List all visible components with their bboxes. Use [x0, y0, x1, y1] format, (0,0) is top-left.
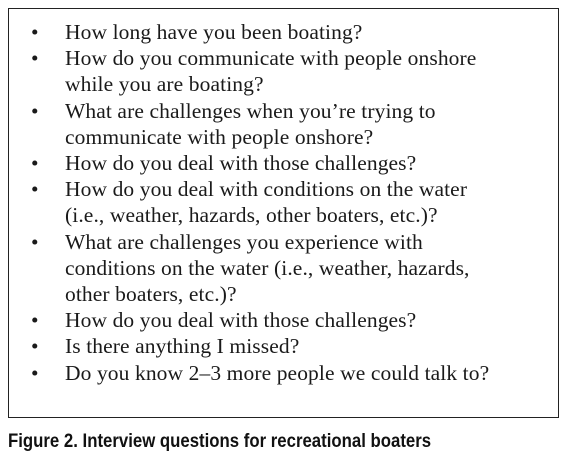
- question-item: [31, 98, 544, 150]
- question-text-line: conditions on the water (i.e., weather, hazards,: [65, 255, 470, 280]
- question-text-line: How do you communicate with people onshore: [65, 46, 477, 71]
- question-item: [31, 45, 544, 97]
- bullet-icon: •: [31, 177, 39, 202]
- bullet-icon: •: [31, 46, 39, 71]
- bullet-icon: •: [31, 308, 39, 333]
- bullet-icon: •: [31, 360, 39, 385]
- bullet-icon: •: [31, 334, 39, 359]
- question-item: [31, 19, 544, 45]
- question-text-line: while you are boating?: [65, 72, 264, 97]
- interview-questions-box: [8, 8, 559, 418]
- bullet-icon: •: [31, 151, 39, 176]
- figure-caption: Figure 2. Interview questions for recreational boaters: [8, 430, 432, 452]
- bullet-icon: •: [31, 229, 39, 254]
- question-text-line: How do you deal with conditions on the water: [65, 177, 468, 202]
- question-text-line: What are challenges you experience with: [65, 229, 423, 254]
- question-text-line: communicate with people onshore?: [65, 124, 374, 149]
- question-item: [31, 333, 544, 359]
- question-text-line: Is there anything I missed?: [65, 334, 300, 359]
- question-item: [31, 176, 544, 228]
- question-text-line: How do you deal with those challenges?: [65, 308, 417, 333]
- question-text-line: other boaters, etc.)?: [65, 282, 237, 307]
- question-text-line: Do you know 2–3 more people we could talk to?: [65, 360, 490, 385]
- bullet-icon: •: [31, 20, 39, 44]
- bullet-icon: •: [31, 98, 39, 123]
- question-text-line: How long have you been boating?: [65, 20, 363, 44]
- question-item: [31, 307, 544, 333]
- question-item: [31, 150, 544, 176]
- question-text-line: (i.e., weather, hazards, other boaters, etc.)?: [65, 203, 438, 228]
- question-text-line: How do you deal with those challenges?: [65, 151, 417, 176]
- interview-question-list: [31, 19, 544, 386]
- question-item: [31, 360, 544, 386]
- question-item: [31, 229, 544, 308]
- question-text-line: What are challenges when you’re trying to: [65, 98, 436, 123]
